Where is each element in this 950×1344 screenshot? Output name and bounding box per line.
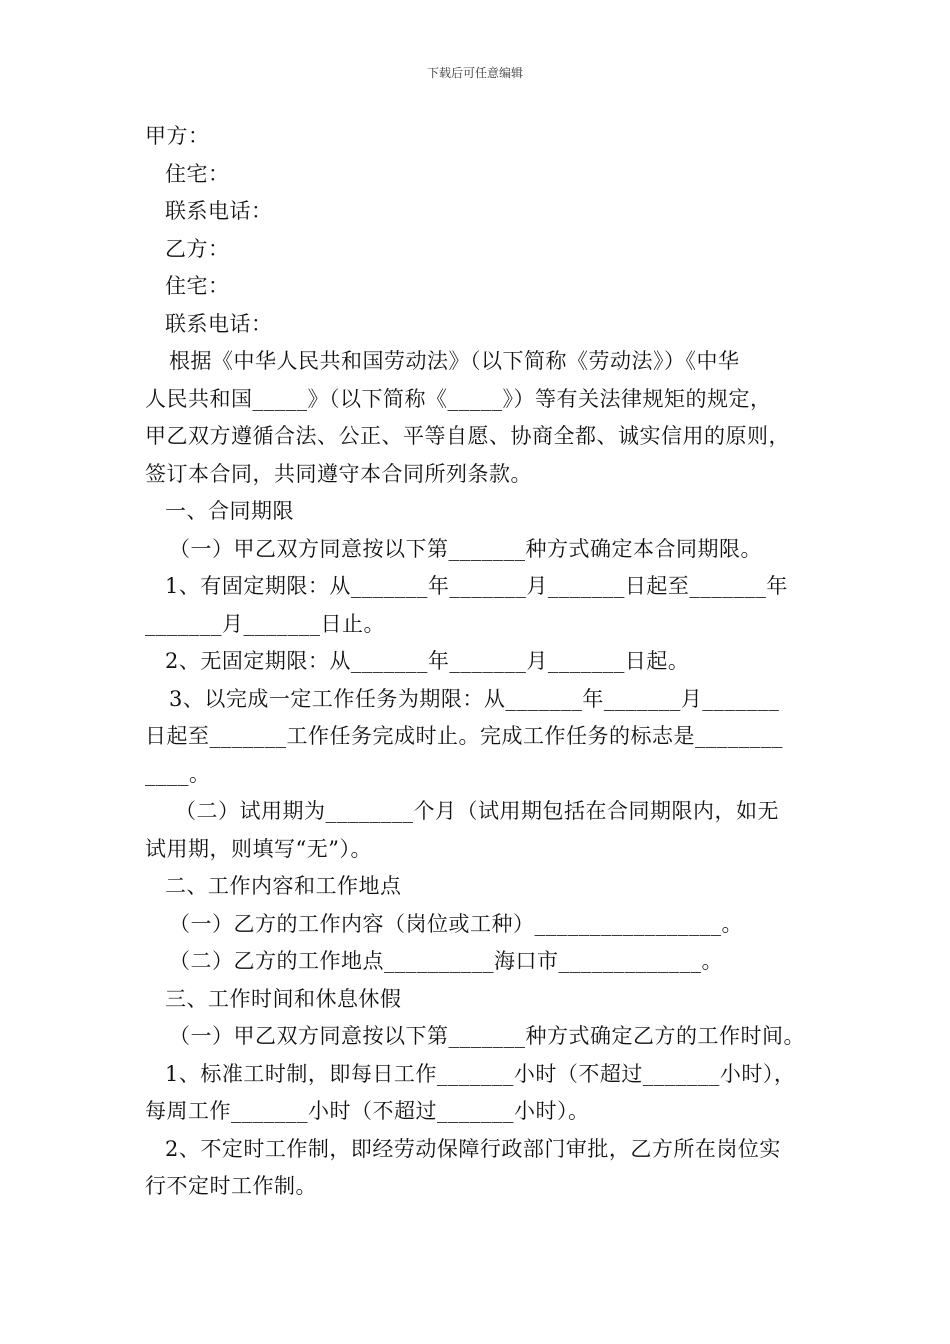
contract-line: 签订本合同，共同遵守本合同所列条款。 [145,461,532,486]
contract-line: （二）试用期为________个月（试用期包括在合同期限内，如无 [175,799,779,823]
page-header-note: 下载后可任意编辑 [426,66,523,80]
contract-line: （二）乙方的工作地点__________海口市_____________。 [169,949,723,973]
contract-line: 2、不定时工作制，即经劳动保障行政部门审批，乙方所在岗位实 [165,1136,781,1161]
contract-line: 联系电话： [165,199,273,223]
contract-line: 二、工作内容和工作地点 [165,874,402,898]
contract-line: 人民共和国_____》（以下简称《_____》）等有关法律规矩的规定， [145,386,772,411]
contract-line: 1、标准工时制，即每日工作_______小时（不超过_______小时）， [165,1061,796,1086]
contract-line: 联系电话： [165,311,273,336]
contract-line: 3、以完成一定工作任务为期限：从_______年_______月_______ [169,686,780,711]
contract-line: ____。 [145,761,211,786]
contract-line: 乙方： [165,236,230,261]
contract-line: 1、有固定期限：从_______年_______月_______日起至_______年 [165,574,788,598]
contract-line: 住宅： [165,274,230,298]
contract-line: 三、工作时间和休息休假 [165,986,402,1011]
contract-line: 根据《中华人民共和国劳动法》（以下简称《劳动法》）《中华 [169,349,740,373]
contract-line: 试用期，则填写“无”）。 [145,836,372,861]
contract-line: _______月_______日止。 [145,611,385,636]
contract-line: （一）乙方的工作内容（岗位或工种）_________________。 [169,911,743,936]
contract-body [145,118,835,1206]
contract-line: 甲乙双方遵循合法、公正、平等自愿、协商全都、诚实信用的原则， [145,424,790,448]
contract-line: （一）甲乙双方同意按以下第_______种方式确定乙方的工作时间。 [169,1024,805,1048]
contract-line: 日起至_______工作任务完成时止。完成工作任务的标志是________ [145,724,783,748]
contract-line: 行不定时工作制。 [145,1174,317,1198]
contract-line: 一、合同期限 [165,499,294,523]
contract-line: （一）甲乙双方同意按以下第_______种方式确定本合同期限。 [169,536,762,561]
contract-line: 2、无固定期限：从_______年_______月_______日起。 [165,649,690,673]
contract-line: 住宅： [165,161,230,186]
contract-line: 甲方： [145,124,210,148]
contract-line: 每周工作_______小时（不超过_______小时）。 [145,1099,590,1123]
